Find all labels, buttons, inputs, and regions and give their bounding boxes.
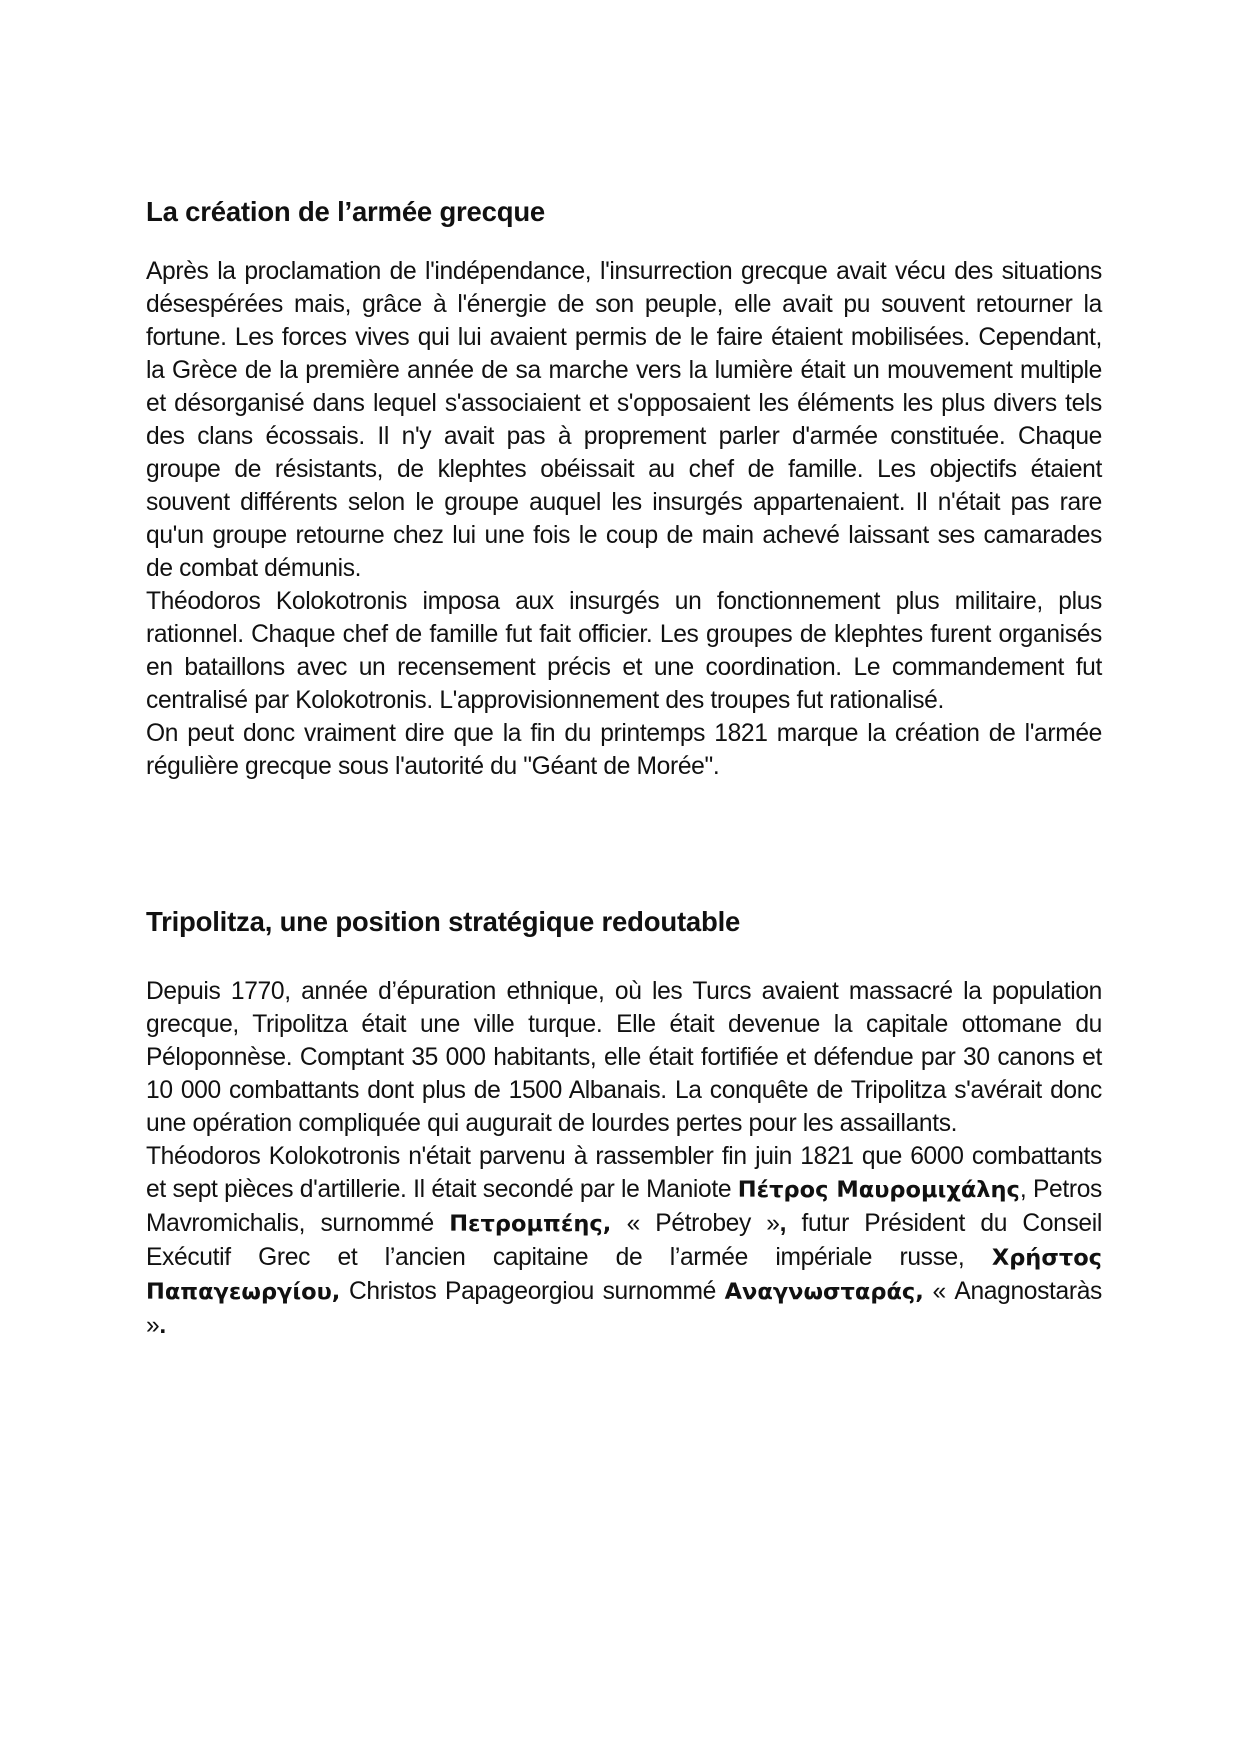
- text: ,: [779, 1210, 787, 1237]
- section-heading-tripolitza: Tripolitza, une position stratégique redoutable: [146, 906, 741, 937]
- greek-name-papageorgiou: Χρήστος Παπαγεωργίου,: [146, 1245, 1102, 1305]
- paragraph-with-greek-names: [146, 1140, 1102, 1342]
- text: Théodoros Kolokotronis n'était parvenu à rassembler fin juin 1821 que 6000 combattants et sept pièces d'artillerie. Il était secondé par le Maniote: [146, 1143, 1102, 1203]
- paragraph: Après la proclamation de l'indépendance, l'insurrection grecque avait vécu des situations désespérées mais, grâce à l'énergie de son peuple, elle avait pu souvent retourner la fortune. Les forces vives qui lui avaient permis de le faire étaient mobilisées. Cependant, la Grèce de la première année de sa marche vers la lumière était un mouvement multiple et désorganisé dans lequel s'associaient et s'opposaient les éléments les plus divers tels des clans écossais. Il n'y avait pas à proprement parler d'armée constituée. Chaque groupe de résistants, de klephtes obéissait au chef de famille. Les objectifs étaient souvent différents selon le groupe auquel les insurgés appartenaient. Il n'était pas rare qu'un groupe retourne chez lui une fois le coup de main achevé laissant ses camarades de combat démunis.: [146, 258, 1102, 582]
- text: , Petros Mavromichalis, surnommé: [146, 1176, 1102, 1237]
- text: futur Président du Conseil Exécutif Grec et l’ancien capitaine de l’armée impériale russe,: [146, 1210, 1102, 1271]
- text: Christos Papageorgiou surnommé: [340, 1278, 725, 1305]
- section-heading-armee: La création de l’armée grecque: [146, 196, 546, 227]
- paragraph: Depuis 1770, année d’épuration ethnique, où les Turcs avaient massacré la population grecque, Tripolitza était une ville turque. Elle était devenue la capitale ottomane du Péloponnèse. Comptant 35 000 habitants, elle était fortifiée et défendue par 30 canons et 10 000 combattants dont plus de 1500 Albanais. La conquête de Tripolitza s'avérait donc une opération compliquée qui augurait de lourdes pertes pour les assaillants.: [146, 978, 1102, 1137]
- paragraph: Théodoros Kolokotronis imposa aux insurgés un fonctionnement plus militaire, plus rationnel. Chaque chef de famille fut fait officier. Les groupes de klephtes furent organisés en bataillons avec un recensement précis et une coordination. Le commandement fut centralisé par Kolokotronis. L'approvisionnement des troupes fut rationalisé.: [146, 588, 1102, 714]
- greek-name-mavromichalis: Πέτρος Μαυρομιχάλης: [737, 1177, 1020, 1203]
- text: « Anagnostaràs »: [146, 1278, 1102, 1339]
- section-body-armee: [146, 255, 1102, 783]
- paragraph: On peut donc vraiment dire que la fin du printemps 1821 marque la création de l'armée régulière grecque sous l'autorité du "Géant de Morée".: [146, 720, 1102, 780]
- greek-name-petrobey: Πετρομπέης,: [449, 1211, 612, 1237]
- greek-name-anagnostaras: Αναγνωσταράς,: [724, 1279, 924, 1305]
- text: .: [159, 1312, 166, 1339]
- text: « Pétrobey »: [611, 1210, 780, 1237]
- section-body-tripolitza: [146, 975, 1102, 1342]
